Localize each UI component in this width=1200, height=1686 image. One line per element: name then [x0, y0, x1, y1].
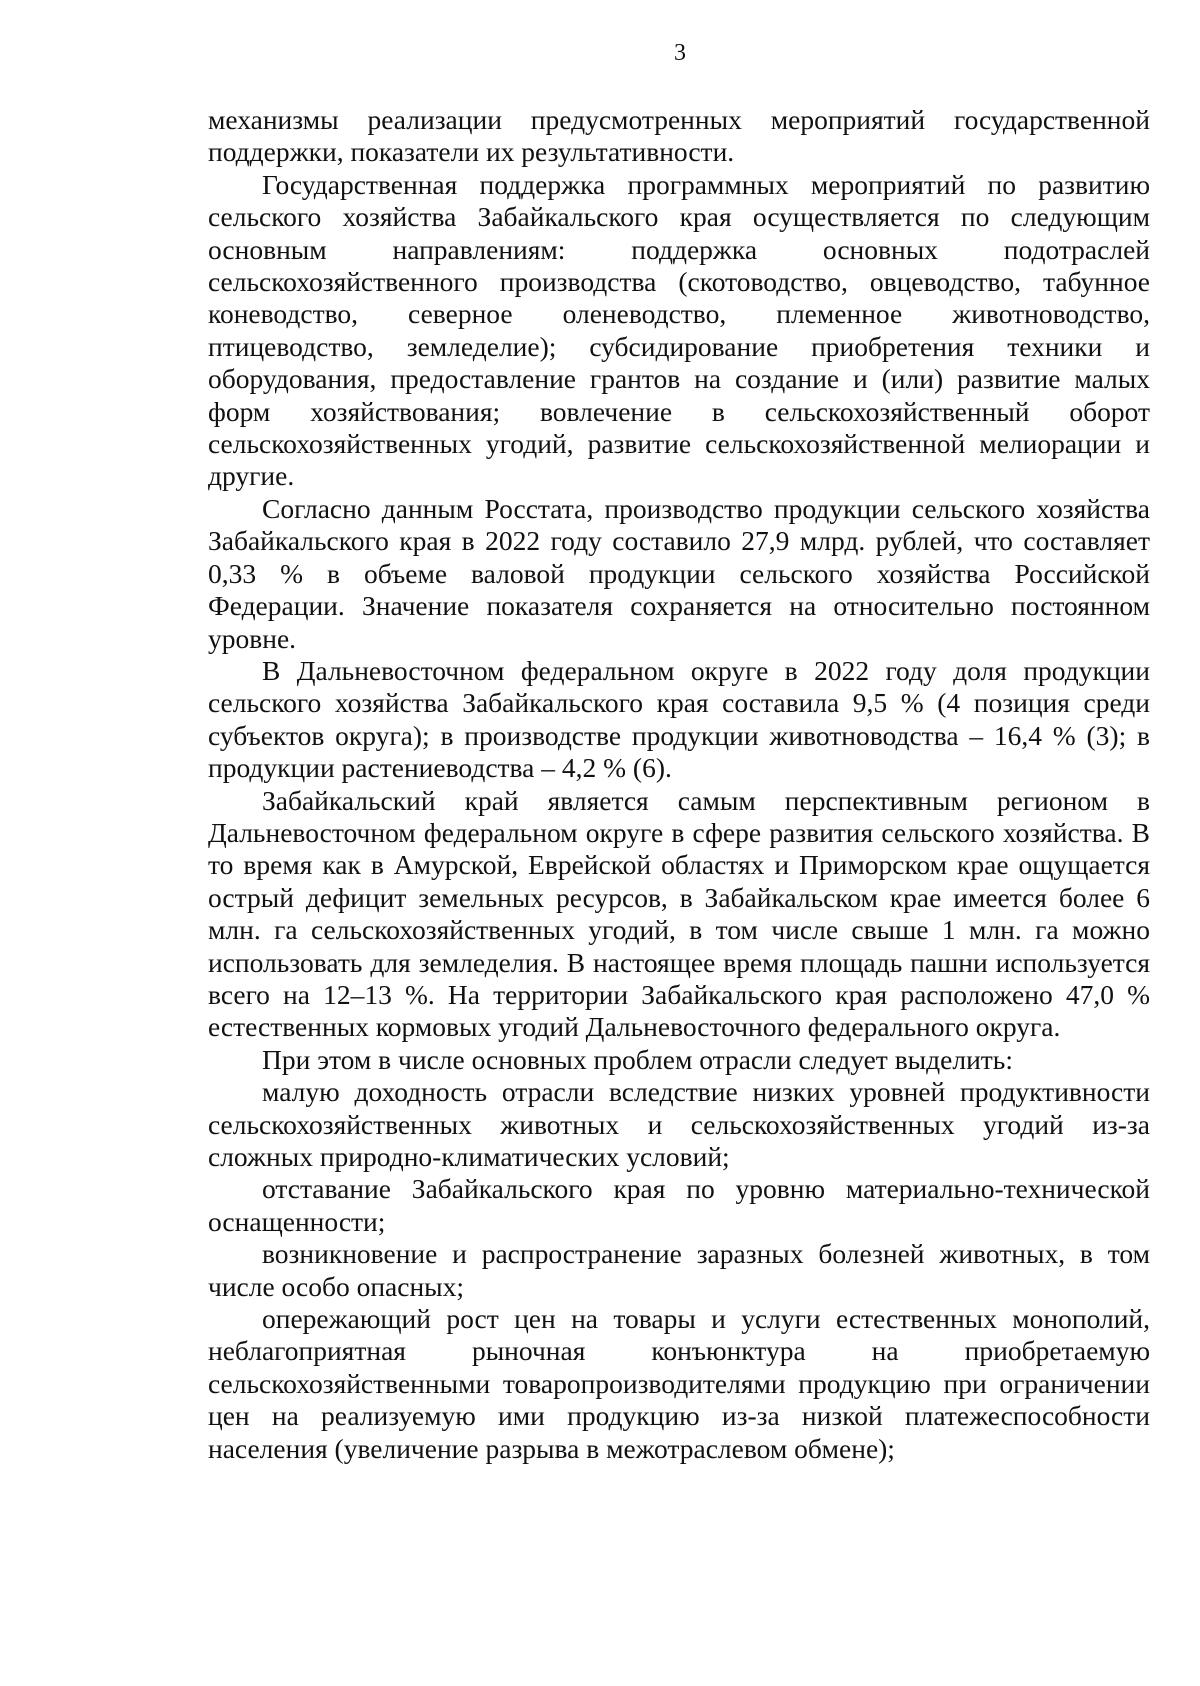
paragraph-problems-intro: При этом в числе основных проблем отрасли следует выделить: [262, 1043, 1013, 1075]
paragraph-continuation: механизмы реализации предусмотренных мероприятий государственной поддержки, показатели их результативности. [208, 104, 1150, 168]
page-number: 3 [674, 40, 686, 66]
document-body [208, 104, 1150, 1465]
paragraph-state-support: Государственная поддержка программных мероприятий по развитию сельского хозяйства Забайкальского края осуществляется по следующим основным направлениям: поддержка основных подотраслей сельскохозяйственного производства (скотоводство, овцеводство, табунное коневодство, северное оленеводство, племенное животноводство, птицеводство, земледелие); субсидирование приобретения техники и оборудования, предоставление грантов на создание и (или) развитие малых форм хозяйствования; вовлечение в сельскохозяйственный оборот сельскохозяйственных угодий, развитие сельскохозяйственной мелиорации и другие. [208, 168, 1150, 492]
problem-item-low-profitability: малую доходность отрасли вследствие низких уровней продуктивности сельскохозяйственных животных и сельскохозяйственных угодий из-за сложных природно-климатических условий; [208, 1076, 1150, 1172]
problem-item-price-growth: опережающий рост цен на товары и услуги естественных монополий, неблагоприятная рыночная конъюнктура на приобретаемую сельскохозяйственными товаропроизводителями продукцию при ограничении цен на реализуемую ими продукцию из-за низкой платежеспособности населения (увеличение разрыва в межотраслевом обмене); [208, 1303, 1150, 1464]
problem-item-technical-lag: отставание Забайкальского края по уровню материально-технической оснащенности; [208, 1173, 1150, 1237]
problem-item-animal-diseases: возникновение и распространение заразных болезней животных, в том числе особо опасных; [208, 1238, 1150, 1302]
paragraph-perspective-region: Забайкальский край является самым перспективным регионом в Дальневосточном федеральном округе в сфере развития сельского хозяйства. В то время как в Амурской, Еврейской областях и Приморском крае ощущается острый дефицит земельных ресурсов, в Забайкальском крае имеется более 6 млн. га сельскохозяйственных угодий, в том числе свыше 1 млн. га можно использовать для земледелия. В настоящее время площадь пашни используется всего на 12–13 %. На территории Забайкальского края расположено 47,0 % естественных кормовых угодий Дальневосточного федерального округа. [208, 784, 1150, 1043]
paragraph-far-east-share: В Дальневосточном федеральном округе в 2022 году доля продукции сельского хозяйства Забайкальского края составила 9,5 % (4 позиция среди субъектов округа); в производстве продукции животноводства – 16,4 % (3); в продукции растениеводства – 4,2 % (6). [208, 654, 1150, 784]
paragraph-rosstat: Согласно данным Росстата, производство продукции сельского хозяйства Забайкальского края в 2022 году составило 27,9 млрд. рублей, что составляет 0,33 % в объеме валовой продукции сельского хозяйства Российской Федерации. Значение показателя сохраняется на относительно постоянном уровне. [208, 492, 1150, 654]
